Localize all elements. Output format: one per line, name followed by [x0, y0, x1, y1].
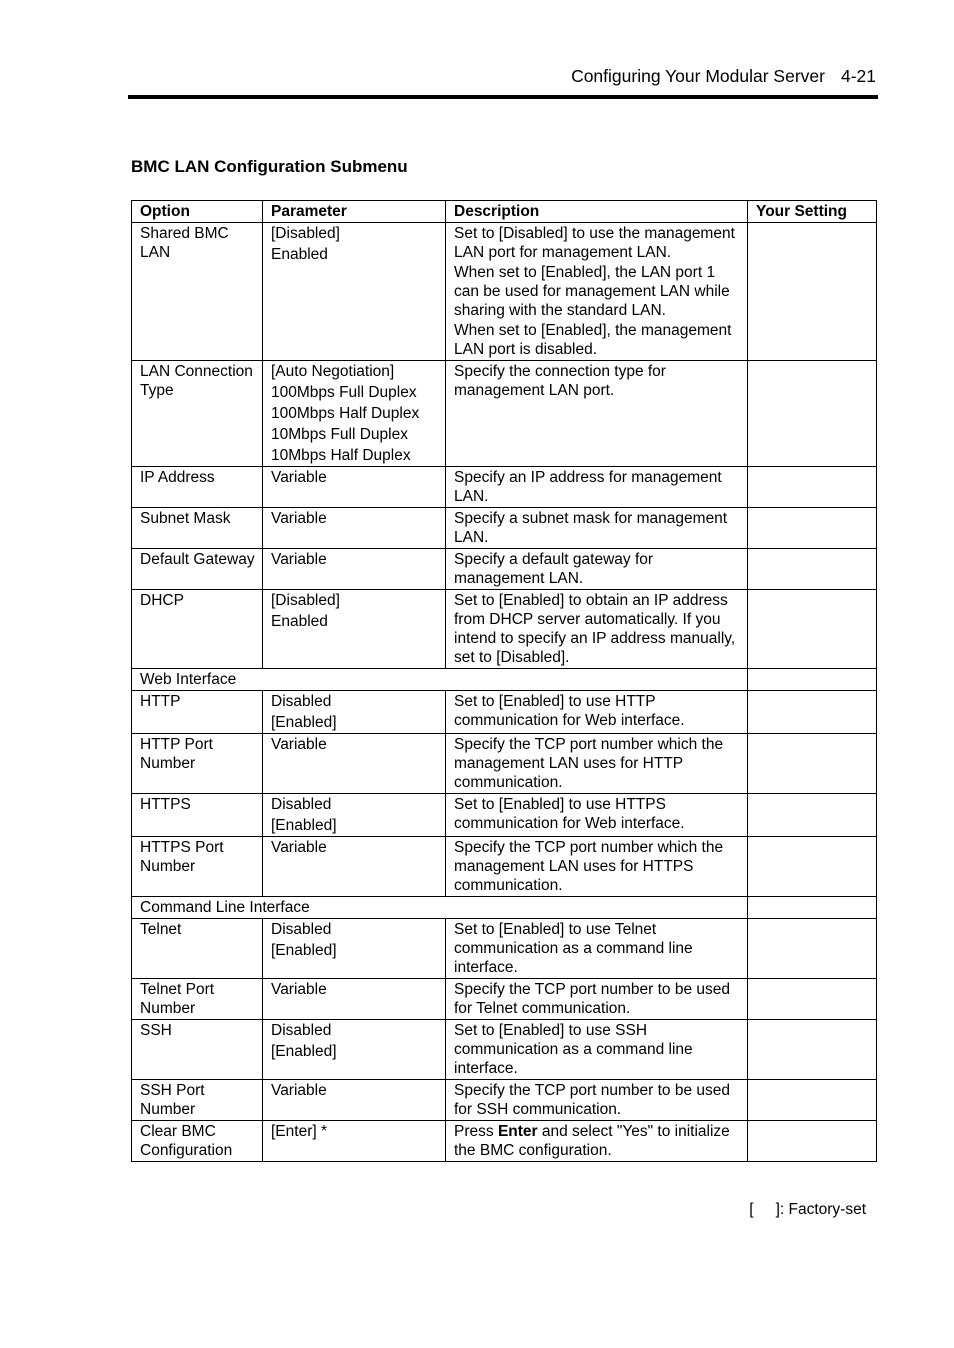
parameter-value: [Auto Negotiation] [271, 363, 395, 380]
option-cell: Subnet Mask [132, 508, 263, 549]
section-label: Web Interface [132, 669, 748, 691]
description-text: and select "Yes" to initialize the BMC configuration. [454, 1123, 730, 1159]
description-text: Specify the TCP port number which the management LAN uses for HTTP communication. [454, 736, 724, 791]
your-setting-cell [748, 1080, 877, 1121]
parameter-cell [263, 223, 446, 361]
description-keyword: Enter [497, 1123, 538, 1140]
parameter-cell [263, 508, 446, 549]
parameter-value: [Disabled] [271, 592, 340, 609]
your-setting-cell [748, 467, 877, 508]
table-row [132, 508, 877, 549]
your-setting-cell [748, 734, 877, 794]
option-cell: HTTP Port Number [132, 734, 263, 794]
table-row [132, 919, 877, 979]
parameter-value: Variable [271, 839, 327, 856]
your-setting-cell [748, 669, 877, 691]
footnote-bracket: [ [749, 1201, 754, 1218]
description-text: Set to [Enabled] to use SSH communication as a command line interface. [454, 1022, 693, 1077]
parameter-value: [Enabled] [271, 714, 337, 731]
parameter-value: 100Mbps Full Duplex [271, 384, 417, 401]
parameter-value: Variable [271, 736, 327, 753]
parameter-value: Variable [271, 551, 327, 568]
description-cell [446, 467, 748, 508]
description-text: Specify a subnet mask for management LAN. [454, 510, 728, 546]
parameter-value: [Enabled] [271, 817, 337, 834]
parameter-cell [263, 691, 446, 734]
description-text: Specify the TCP port number which the management LAN uses for HTTPS communication. [454, 839, 724, 894]
table-row [132, 1121, 877, 1162]
header-rule [128, 95, 878, 99]
table-row [132, 734, 877, 794]
parameter-value: Variable [271, 981, 327, 998]
column-header: Parameter [263, 201, 446, 223]
parameter-cell [263, 979, 446, 1020]
description-cell [446, 1121, 748, 1162]
description-text: Specify an IP address for management LAN. [454, 469, 722, 505]
your-setting-cell [748, 794, 877, 837]
parameter-cell [263, 549, 446, 590]
description-cell [446, 837, 748, 897]
table-header-row [132, 201, 877, 223]
parameter-cell [263, 919, 446, 979]
description-cell [446, 1080, 748, 1121]
your-setting-cell [748, 919, 877, 979]
parameter-cell [263, 361, 446, 467]
table-row [132, 837, 877, 897]
description-cell [446, 919, 748, 979]
description-cell [446, 979, 748, 1020]
page-number: 4-21 [840, 66, 876, 86]
parameter-cell [263, 734, 446, 794]
parameter-value: Disabled [271, 1022, 332, 1039]
table-body [132, 223, 877, 1162]
table-row [132, 979, 877, 1020]
header-title: Configuring Your Modular Server [571, 66, 825, 86]
your-setting-cell [748, 1121, 877, 1162]
table-row [132, 361, 877, 467]
parameter-value: 100Mbps Half Duplex [271, 405, 420, 422]
description-cell [446, 691, 748, 734]
parameter-value: Enabled [271, 246, 328, 263]
description-text: When set to [Enabled], the management LAN port is disabled. [454, 322, 732, 358]
description-cell [446, 361, 748, 467]
your-setting-cell [748, 508, 877, 549]
description-cell [446, 508, 748, 549]
column-header: Description [446, 201, 748, 223]
parameter-value: [Enter] * [271, 1123, 327, 1140]
table-row [132, 794, 877, 837]
footnote-text: ]: Factory-set [775, 1201, 866, 1218]
option-cell: Telnet [132, 919, 263, 979]
option-cell: HTTPS [132, 794, 263, 837]
option-cell: SSH Port Number [132, 1080, 263, 1121]
option-cell: HTTPS Port Number [132, 837, 263, 897]
footnote [749, 1201, 866, 1219]
parameter-value: Variable [271, 469, 327, 486]
parameter-value: Disabled [271, 796, 332, 813]
parameter-value: 10Mbps Half Duplex [271, 447, 411, 464]
column-header: Option [132, 201, 263, 223]
parameter-value: [Enabled] [271, 1043, 337, 1060]
description-cell [446, 794, 748, 837]
description-cell [446, 549, 748, 590]
option-cell: Telnet Port Number [132, 979, 263, 1020]
description-cell [446, 734, 748, 794]
description-text: Set to [Disabled] to use the management LAN port for management LAN. [454, 225, 735, 261]
table-row [132, 590, 877, 669]
description-cell [446, 1020, 748, 1080]
your-setting-cell [748, 361, 877, 467]
table-row [132, 1020, 877, 1080]
section-label: Command Line Interface [132, 897, 748, 919]
description-cell [446, 590, 748, 669]
your-setting-cell [748, 549, 877, 590]
your-setting-cell [748, 691, 877, 734]
description-text: Set to [Enabled] to use HTTPS communication for Web interface. [454, 796, 685, 832]
parameter-value: Variable [271, 510, 327, 527]
parameter-cell [263, 1080, 446, 1121]
your-setting-cell [748, 223, 877, 361]
parameter-value: [Enabled] [271, 942, 337, 959]
table-row [132, 549, 877, 590]
description-text: Specify the TCP port number to be used for Telnet communication. [454, 981, 731, 1017]
table-row [132, 1080, 877, 1121]
parameter-cell [263, 1121, 446, 1162]
table-row [132, 223, 877, 361]
parameter-value: Disabled [271, 921, 332, 938]
parameter-value: Disabled [271, 693, 332, 710]
description-text: When set to [Enabled], the LAN port 1 can be used for management LAN while sharing with the standard LAN. [454, 264, 730, 319]
your-setting-cell [748, 1020, 877, 1080]
parameter-cell [263, 837, 446, 897]
option-cell: LAN Connection Type [132, 361, 263, 467]
parameter-value: [Disabled] [271, 225, 340, 242]
parameter-value: Variable [271, 1082, 327, 1099]
description-text: Set to [Enabled] to use Telnet communication as a command line interface. [454, 921, 693, 976]
description-text: Specify the connection type for management LAN port. [454, 363, 666, 399]
option-cell: Clear BMC Configuration [132, 1121, 263, 1162]
option-cell: HTTP [132, 691, 263, 734]
description-text: Set to [Enabled] to use HTTP communication for Web interface. [454, 693, 685, 729]
option-cell: Shared BMC LAN [132, 223, 263, 361]
section-row [132, 897, 877, 919]
parameter-cell [263, 1020, 446, 1080]
your-setting-cell [748, 979, 877, 1020]
option-cell: DHCP [132, 590, 263, 669]
parameter-cell [263, 590, 446, 669]
table-row [132, 691, 877, 734]
table-row [132, 467, 877, 508]
your-setting-cell [748, 837, 877, 897]
section-row [132, 669, 877, 691]
column-header: Your Setting [748, 201, 877, 223]
parameter-cell [263, 794, 446, 837]
option-cell: IP Address [132, 467, 263, 508]
description-text: Press [454, 1123, 498, 1140]
parameter-value: 10Mbps Full Duplex [271, 426, 408, 443]
description-text: Specify the TCP port number to be used for SSH communication. [454, 1082, 731, 1118]
your-setting-cell [748, 897, 877, 919]
description-text: Set to [Enabled] to obtain an IP address from DHCP server automatically. If you intend to specify an IP address manually, set to [Disabled]. [454, 592, 736, 666]
description-cell [446, 223, 748, 361]
option-cell: Default Gateway [132, 549, 263, 590]
parameter-value: Enabled [271, 613, 328, 630]
description-text: Specify a default gateway for management LAN. [454, 551, 654, 587]
option-cell: SSH [132, 1020, 263, 1080]
section-title: BMC LAN Configuration Submenu [131, 157, 408, 176]
running-header [571, 66, 876, 87]
settings-table [131, 200, 877, 1162]
parameter-cell [263, 467, 446, 508]
your-setting-cell [748, 590, 877, 669]
